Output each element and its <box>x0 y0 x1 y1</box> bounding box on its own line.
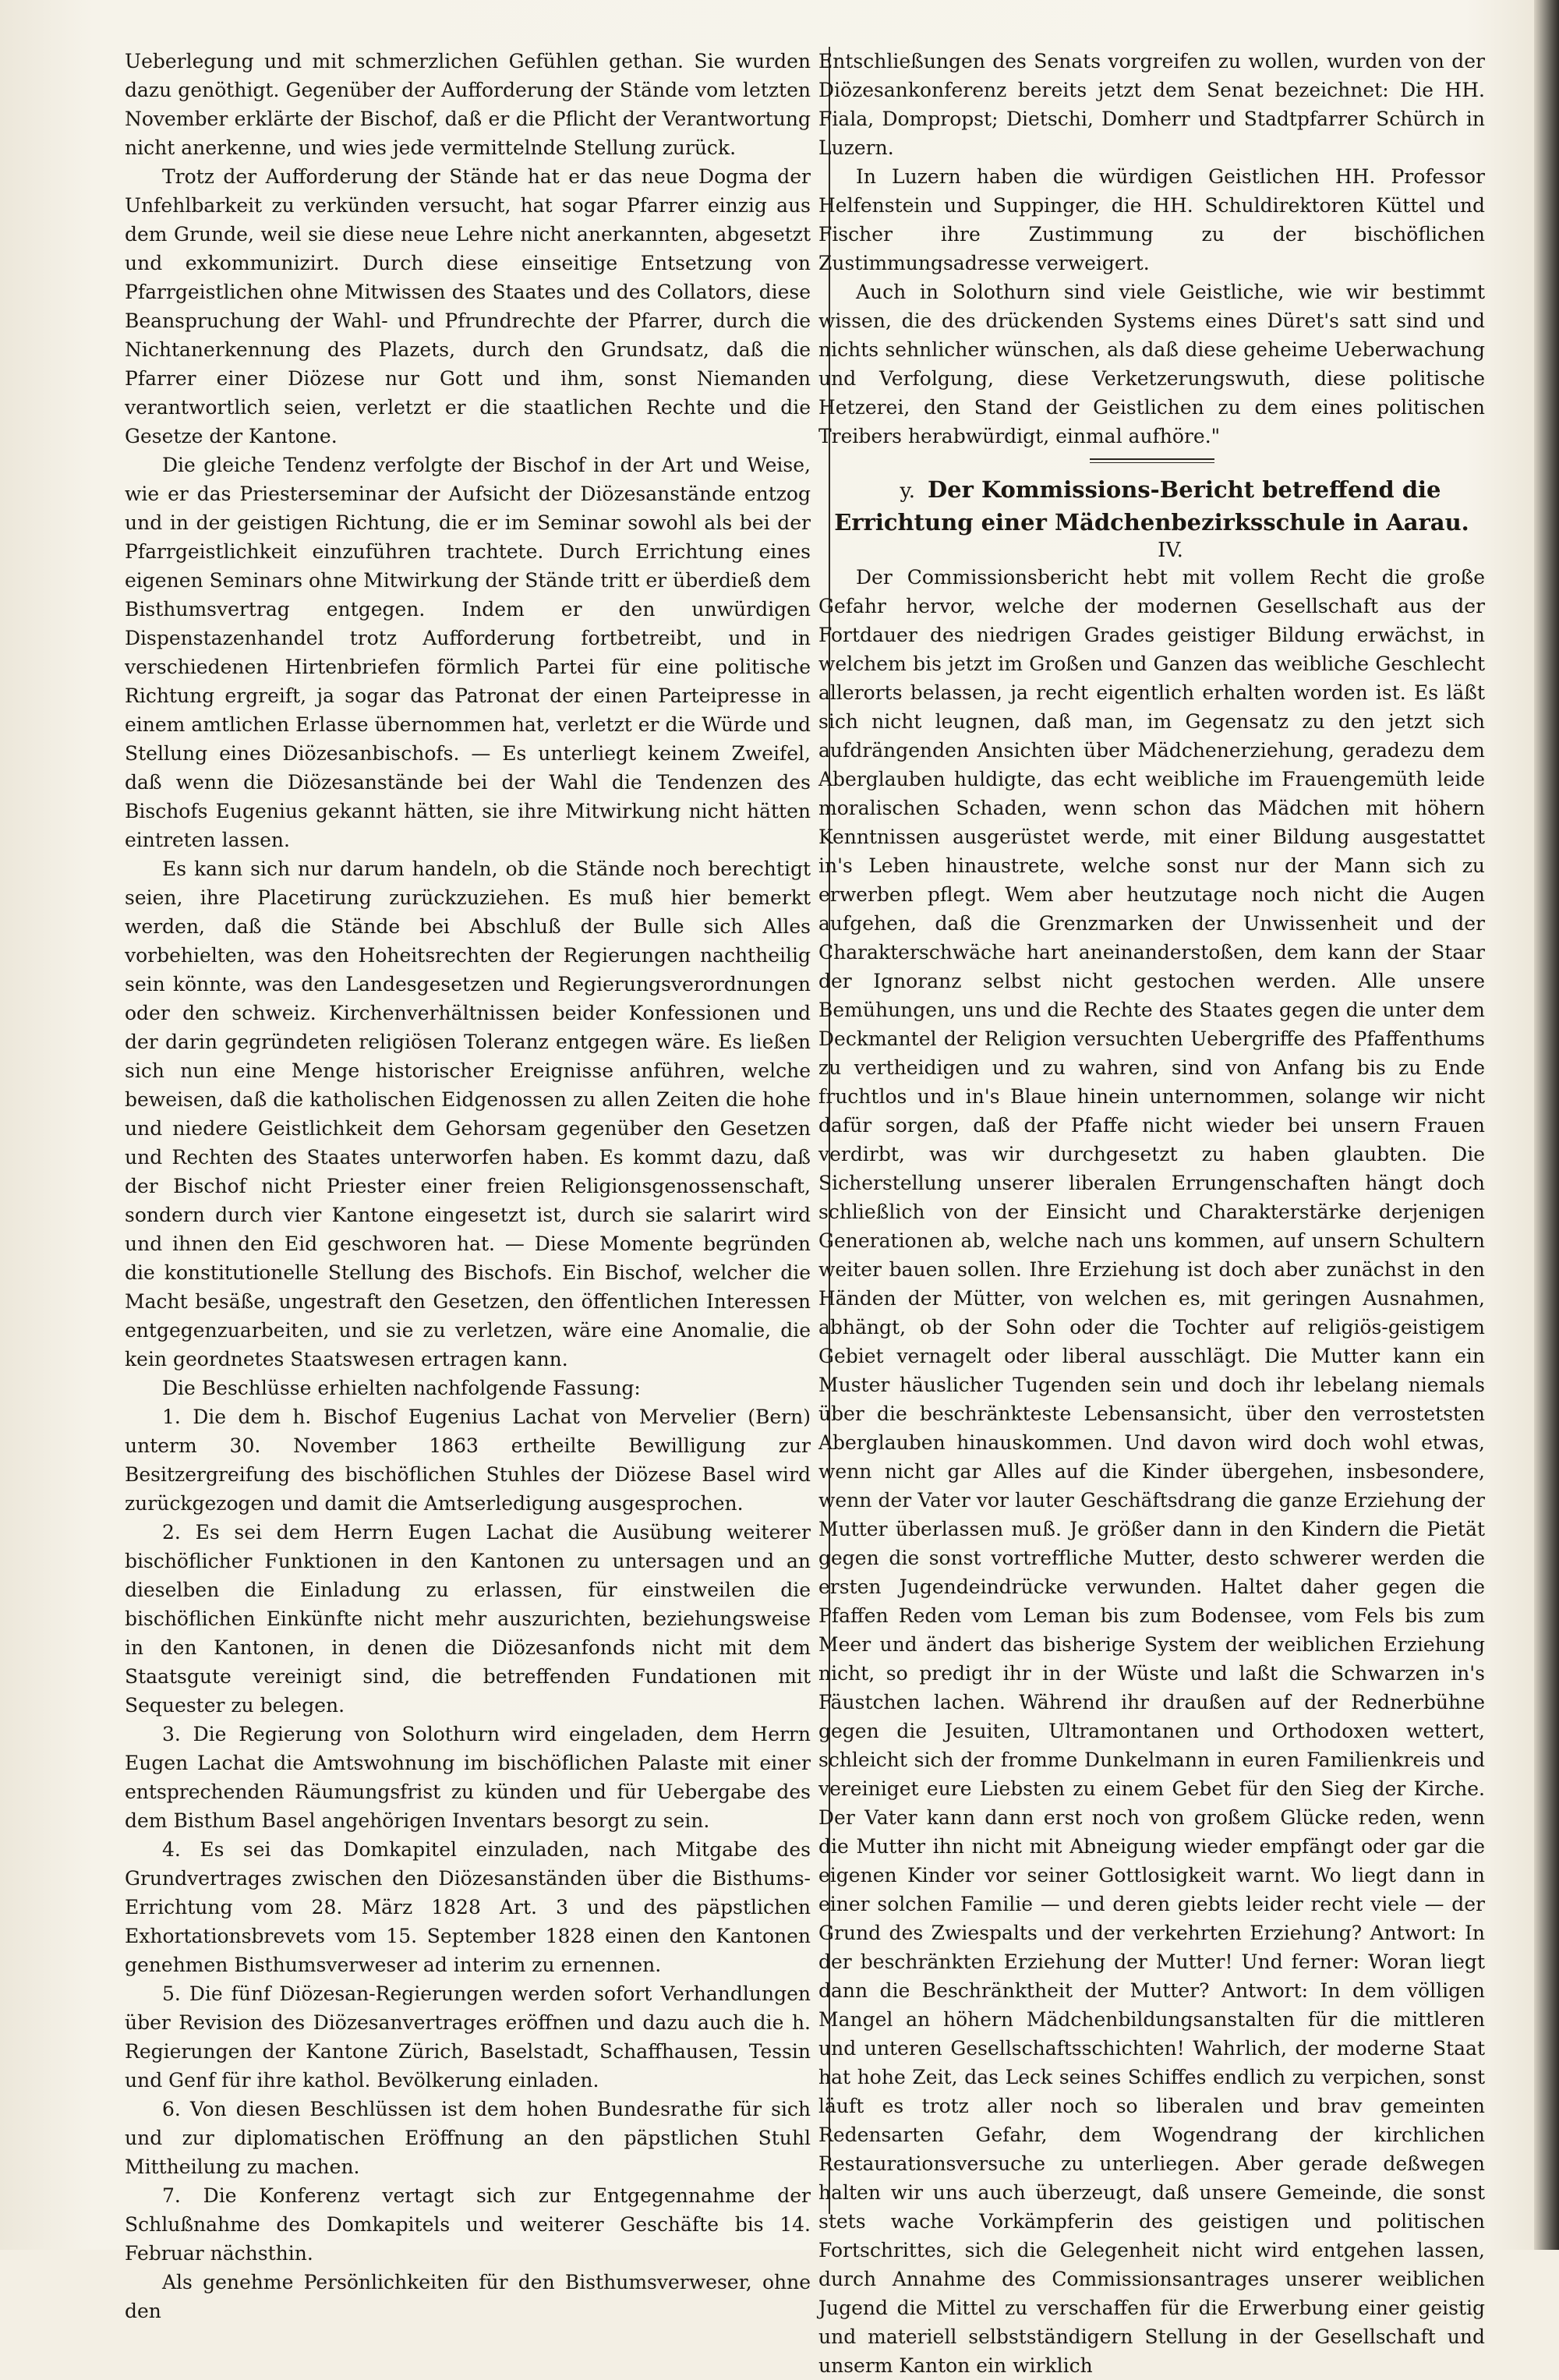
right-column <box>818 47 1485 2380</box>
page-edge-shadow <box>1534 0 1559 2250</box>
resolution-item: 6. Von diesen Beschlüssen ist dem hohen Bundesrathe für sich und zur diplomatischen Eröffnung an den päpstlichen Stuhl Mittheilung zu machen. <box>125 2098 811 2178</box>
resolution-item: 4. Es sei das Domkapitel einzuladen, nach Mitgabe des Grundvertrages zwischen den Diözesanständen über die Bisthums-Errichtung vom 28. März 1828 Art. 3 und des päpstlichen Exhortationsbrevets vom 15. September 1828 einen den Kantonen genehmen Bisthumsverweser ad interim zu ernennen. <box>125 1838 811 1976</box>
article-letter: y. <box>900 479 915 503</box>
article-heading <box>818 474 1485 538</box>
resolution-item: 7. Die Konferenz vertagt sich zur Entgegennahme der Schlußnahme des Domkapitels und weiterer Geschäfte bis 14. Februar nächsthin. <box>125 2184 811 2265</box>
paragraph: Der Commissionsbericht hebt mit vollem Recht die große Gefahr hervor, welche der modernen Gesellschaft aus der Fortdauer des niedrigen Grades geistiger Bildung erwächst, in welchem bis jetzt im Großen und Ganzen das weibliche Geschlecht allerorts belassen, ja recht eigentlich erhalten worden ist. Es läßt sich nicht leugnen, daß man, im Gegensatz zu den jetzt sich aufdrängenden Ansichten über Mädchenerziehung, geradezu dem Aberglauben huldigte, das echt weibliche im Frauengemüth leide moralischen Schaden, wenn schon das Mädchen mit höhern Kenntnissen ausgerüstet werde, mit einer Bildung ausgestattet in's Leben hinaustrete, welche sonst nur der Mann sich zu erwerben pflegt. Wem aber heutzutage noch nicht die Augen aufgehen, daß die Grenzmarken der Unwissenheit und der Charakterschwäche hart aneinanderstoßen, dem kann der Staar der Ignoranz selbst nicht gestochen werden. Alle unsere Bemühungen, uns und die Rechte des Staates gegen die unter dem Deckmantel der Religion versuchten Uebergriffe des Pfaffenthums zu vertheidigen und zu wahren, sind von Anfang bis zu Ende fruchtlos und in's Blaue hinein unternommen, solange wir nicht dafür sorgen, daß der Pfaffe nicht wieder bei unsern Frauen verdirbt, was wir durchgesetzt zu haben glaubten. Die Sicherstellung unserer liberalen Errungenschaften hängt doch schließlich von der Einsicht und Charakterstärke derjenigen Generationen ab, welche nach uns kommen, auf unsern Schultern weiter bauen sollen. Ihre Erziehung ist doch aber zunächst in den Händen der Mütter, von welchen es, mit geringen Ausnahmen, abhängt, ob der Sohn oder die Tochter auf religiös-geistigem Gebiet vernagelt oder liberal ausschlägt. Die Mutter kann ein Muster häuslicher Tugenden sein und doch ihr lebelang niemals über die beschränkteste Lebensansicht, über den verrostetsten Aberglauben hinauskommen. Und davon wird doch wohl etwas, wenn nicht gar Alles auf die Kinder übergehen, insbesondere, wenn der Vater vor lauter Geschäftsdrang die ganze Erziehung der Mutter überlassen muß. Je größer dann in den Kindern die Pietät gegen die sonst vortreffliche Mutter, desto schwerer werden die ersten Jugendeindrücke verwunden. Haltet daher gegen die Pfaffen Reden vom Leman bis zum Bodensee, vom Fels bis zum Meer und ändert das bisherige System der weiblichen Erziehung nicht, so predigt ihr in der Wüste und laßt die Schwarzen in's Fäustchen lachen. Während ihr draußen auf der Rednerbühne gegen die Jesuiten, Ultramontanen und Orthodoxen wettert, schleicht sich der fromme Dunkelmann in euren Familienkreis und vereiniget eure Liebsten zu einem Gebet für den Sieg der Kirche. Der Vater kann dann erst noch von großem Glücke reden, wenn die Mutter ihn nicht mit Abneigung wieder empfängt oder gar die eigenen Kinder vor seiner Gottlosigkeit warnt. Wo liegt dann in einer solchen Familie — und deren giebts leider recht viele — der Grund des Zwiespalts und der verkehrten Erziehung? Antwort: In der beschränkten Erziehung der Mutter! Und ferner: Woran liegt dann die Beschränktheit der Mutter? Antwort: In dem völligen Mangel an höhern Mädchenbildungsanstalten für die mittleren und unteren Gesellschaftsschichten! Wahrlich, der moderne Staat hat hohe Zeit, das Leck seines Schiffes endlich zu verpichen, sonst läuft es trotz aller noch so liberalen und brav gemeinten Redensarten Gefahr, dem Wogendrang der kirchlichen Restaurationsversuche zu unterliegen. Aber gerade deßwegen halten wir uns auch überzeugt, daß unsere Gemeinde, die sonst stets wache Vorkämpferin des geistigen und politischen Fortschrittes, sich die Gelegenheit nicht wird entgehen lassen, durch Annahme des Commissionsantrages unserer weiblichen Jugend die Mittel zu verschaffen für die Erwerbung einer geistig und materiell selbstständigern Stellung in der Gesellschaft und unserm Kanton ein wirklich <box>818 566 1485 2377</box>
paragraph: Als genehme Persönlichkeiten für den Bisthumsverweser, ohne den <box>125 2271 811 2322</box>
article-number: IV. <box>1158 539 1183 562</box>
paragraph: In Luzern haben die würdigen Geistlichen HH. Professor Helfenstein und Suppinger, die HH. Schuldirektoren Küttel und Fischer ihre Zustimmung zu der bischöflichen Zustimmungsadresse verweigert. <box>818 165 1485 274</box>
section-separator <box>1090 458 1214 463</box>
resolution-item: 3. Die Regierung von Solothurn wird eingeladen, dem Herrn Eugen Lachat die Amtswohnung im bischöflichen Palaste mit einer entsprechenden Räumungsfrist zu künden und für Uebergabe des dem Bisthum Basel angehörigen Inventars besorgt zu sein. <box>125 1723 811 1832</box>
paragraph: Die gleiche Tendenz verfolgte der Bischof in der Art und Weise, wie er das Priesterseminar der Aufsicht der Diözesanstände entzog und in der geistigen Richtung, die er im Seminar sowohl als bei der Pfarrgeistlichkeit einzuführen trachtete. Durch Errichtung eines eigenen Seminars ohne Mitwirkung der Stände tritt er überdieß dem Bisthumsvertrag entgegen. Indem er den unwürdigen Dispenstazenhandel trotz Aufforderung fortbetreibt, und in verschiedenen Hirtenbriefen förmlich Partei für eine politische Richtung ergreift, ja sogar das Patronat der einen Parteipresse in einem amtlichen Erlasse übernommen hat, verletzt er die Würde und Stellung eines Diözesanbischofs. — Es unterliegt keinem Zweifel, daß wenn die Diözesanstände bei der Wahl die Tendenzen des Bischofs Eugenius gekannt hätten, sie ihre Mitwirkung nicht hätten eintreten lassen. <box>125 454 811 851</box>
resolution-item: 1. Die dem h. Bischof Eugenius Lachat von Mervelier (Bern) unterm 30. November 1863 ertheilte Bewilligung zur Besitzergreifung des bischöflichen Stuhles der Diözese Basel wird zurückgezogen und damit die Amtserledigung ausgesprochen. <box>125 1406 811 1515</box>
left-column <box>125 47 811 2325</box>
paragraph: Ueberlegung und mit schmerzlichen Gefühlen gethan. Sie wurden dazu genöthigt. Gegenüber der Aufforderung der Stände vom letzten November erklärte der Bischof, daß er die Pflicht der Verantwortung nicht anerkenne, und wies jede vermittelnde Stellung zurück. <box>125 50 811 159</box>
resolution-item: 2. Es sei dem Herrn Eugen Lachat die Ausübung weiterer bischöflicher Funktionen in den Kantonen zu untersagen und an dieselben die Einladung zu erlassen, für einstweilen die bischöflichen Einkünfte nicht mehr auszurichten, beziehungsweise in den Kantonen, in denen die Diözesanfonds nicht mit dem Staatsgute vereinigt sind, die betreffenden Fundationen mit Sequester zu belegen. <box>125 1521 811 1717</box>
paragraph: Die Beschlüsse erhielten nachfolgende Fassung: <box>162 1377 641 1399</box>
article-title: Der Kommissions-Bericht betreffend die Errichtung einer Mädchenbezirksschule in Aarau. <box>834 476 1469 536</box>
paragraph: Entschließungen des Senats vorgreifen zu wollen, wurden von der Diözesankonferenz bereits jetzt dem Senat bezeichnet: Die HH. Fiala, Dompropst; Dietschi, Domherr und Stadtpfarrer Schürch in Luzern. <box>818 50 1485 159</box>
paragraph: Trotz der Aufforderung der Stände hat er das neue Dogma der Unfehlbarkeit zu verkünden versucht, hat sogar Pfarrer einzig aus dem Grunde, weil sie diese neue Lehre nicht anerkannten, abgesetzt und exkommunizirt. Durch diese einseitige Entsetzung von Pfarrgeistlichen ohne Mitwissen des Staates und des Collators, diese Beanspruchung der Wahl- und Pfrundrechte der Pfarrer, durch die Nichtanerkennung des Plazets, durch den Grundsatz, daß die Pfarrer einer Diözese nur Gott und ihm, sonst Niemanden verantwortlich seien, verletzt er die staatlichen Rechte und die Gesetze der Kantone. <box>125 165 811 447</box>
paragraph: Es kann sich nur darum handeln, ob die Stände noch berechtigt seien, ihre Placetirung zurückzuziehen. Es muß hier bemerkt werden, daß die Stände bei Abschluß der Bulle sich Alles vorbehielten, was den Hoheitsrechten der Regierungen nachtheilig sein könnte, was den Landesgesetzen und Regierungsverordnungen oder den schweiz. Kirchenverhältnissen beider Konfessionen und der darin gegründeten religiösen Toleranz entgegen wäre. Es ließen sich nun eine Menge historischer Ereignisse anführen, welche beweisen, daß die katholischen Eidgenossen zu allen Zeiten die hohe und niedere Geistlichkeit dem Gehorsam gegenüber den Gesetzen und Rechten des Staates unterworfen haben. Es kommt dazu, daß der Bischof nicht Priester einer freien Religionsgenossenschaft, sondern durch vier Kantone eingesetzt ist, durch sie salarirt wird und ihnen den Eid geschworen hat. — Diese Momente begründen die konstitutionelle Stellung des Bischofs. Ein Bischof, welcher die Macht besäße, ungestraft den Gesetzen, den öffentlichen Interessen entgegenzuarbeiten, und sie zu verletzen, wäre eine Anomalie, die kein geordnetes Staatswesen ertragen kann. <box>125 858 811 1370</box>
resolution-item: 5. Die fünf Diözesan-Regierungen werden sofort Verhandlungen über Revision des Diözesanvertrages eröffnen und dazu auch die h. Regierungen der Kantone Zürich, Baselstadt, Schaffhausen, Tessin und Genf für ihre kathol. Bevölkerung einladen. <box>125 1982 811 2092</box>
paragraph: Auch in Solothurn sind viele Geistliche, wie wir bestimmt wissen, die des drückenden Systems eines Düret's satt sind und nichts sehnlicher wünschen, als daß diese geheime Ueberwachung und Verfolgung, diese Verketzerungswuth, diese politische Hetzerei, den Stand der Geistlichen zu dem eines politischen Treibers herabwürdigt, einmal aufhöre." <box>818 281 1485 447</box>
